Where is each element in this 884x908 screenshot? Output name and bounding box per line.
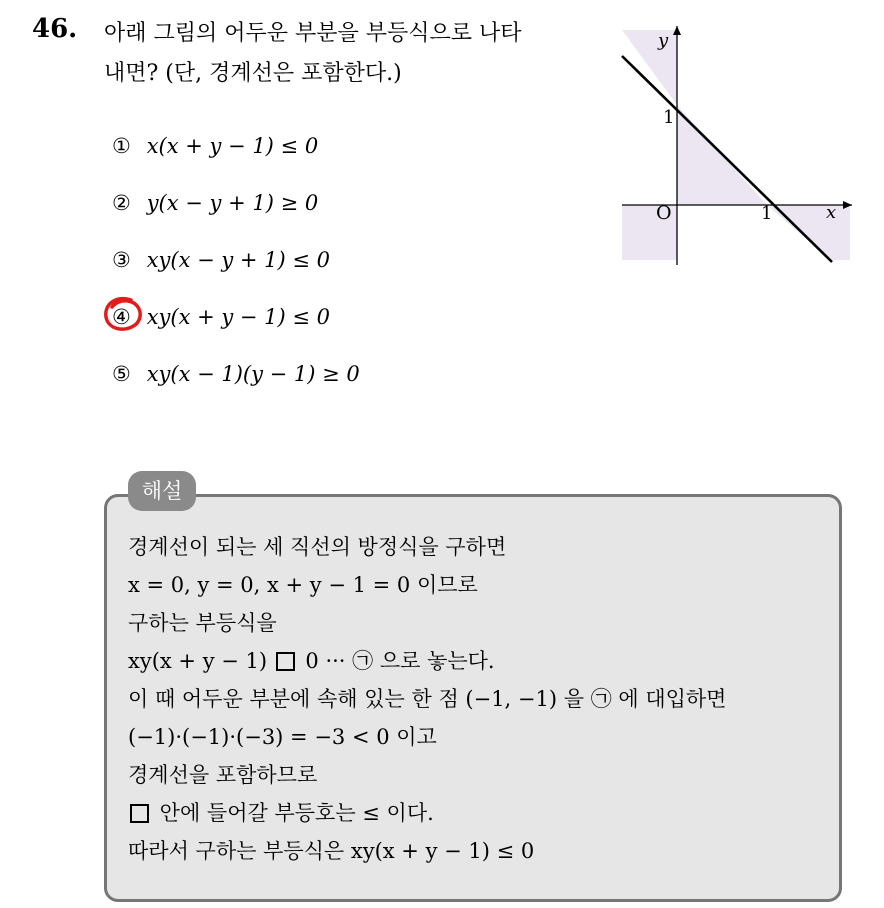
answer-circle-mark xyxy=(101,294,147,336)
blank-square xyxy=(130,804,149,823)
option-3-expression: xy(x − y + 1) ≤ 0 xyxy=(146,248,331,272)
solution-line-1: 경계선이 되는 세 직선의 방정식을 구하면 xyxy=(128,535,507,559)
option-1-expression: x(x + y − 1) ≤ 0 xyxy=(146,134,319,158)
solution-line-6: (−1)·(−1)·(−3) = −3 < 0 이고 xyxy=(128,725,437,749)
option-1[interactable] xyxy=(112,134,318,158)
option-5-number: ⑤ xyxy=(112,362,131,386)
question-line-2: 내면? (단, 경계선은 포함한다.) xyxy=(104,61,402,86)
solution-line-9: 따라서 구하는 부등식은 xy(x + y − 1) ≤ 0 xyxy=(128,839,535,863)
question-line-1: 아래 그림의 어두운 부분을 부등식으로 나타 xyxy=(104,21,522,46)
option-2-expression: y(x − y + 1) ≥ 0 xyxy=(146,191,319,215)
solution-line-4: xy(x + y − 1) 0 ··· ㉠ 으로 놓는다. xyxy=(128,649,495,673)
option-2[interactable] xyxy=(112,191,318,215)
option-5[interactable] xyxy=(112,362,360,386)
y-tick-label: 1 xyxy=(663,107,675,128)
option-5-expression: xy(x − 1)(y − 1) ≥ 0 xyxy=(146,362,360,386)
shaded-region-right xyxy=(767,205,850,260)
question-number: 46. xyxy=(32,14,78,44)
option-4-expression: xy(x + y − 1) ≤ 0 xyxy=(146,305,331,329)
solution-text xyxy=(128,528,726,870)
solution-tag: 해설 xyxy=(128,471,196,511)
solution-line-8: 안에 들어갈 부등호는 ≤ 이다. xyxy=(128,794,726,832)
x-axis-label: x xyxy=(826,202,837,223)
x-tick-label: 1 xyxy=(761,203,773,224)
option-3-number: ③ xyxy=(112,248,131,272)
solution-line-5: 이 때 어두운 부분에 속해 있는 한 점 (−1, −1) 을 ㉠ 에 대입하면 xyxy=(128,687,727,711)
option-1-number: ① xyxy=(112,134,131,158)
blank-square xyxy=(276,652,295,671)
option-2-number: ② xyxy=(112,191,131,215)
solution-line-7: 경계선을 포함하므로 xyxy=(128,763,318,787)
option-3[interactable] xyxy=(112,248,330,272)
y-axis-label: y xyxy=(658,30,669,51)
shaded-region-upper xyxy=(622,30,677,105)
origin-label: O xyxy=(656,202,672,224)
region-graph xyxy=(612,20,856,270)
solution-line-3: 구하는 부등식을 xyxy=(128,611,277,635)
option-4-number: ④ xyxy=(112,305,131,329)
solution-line-2: x = 0, y = 0, x + y − 1 = 0 이므로 xyxy=(128,573,478,597)
question-text xyxy=(104,14,522,94)
